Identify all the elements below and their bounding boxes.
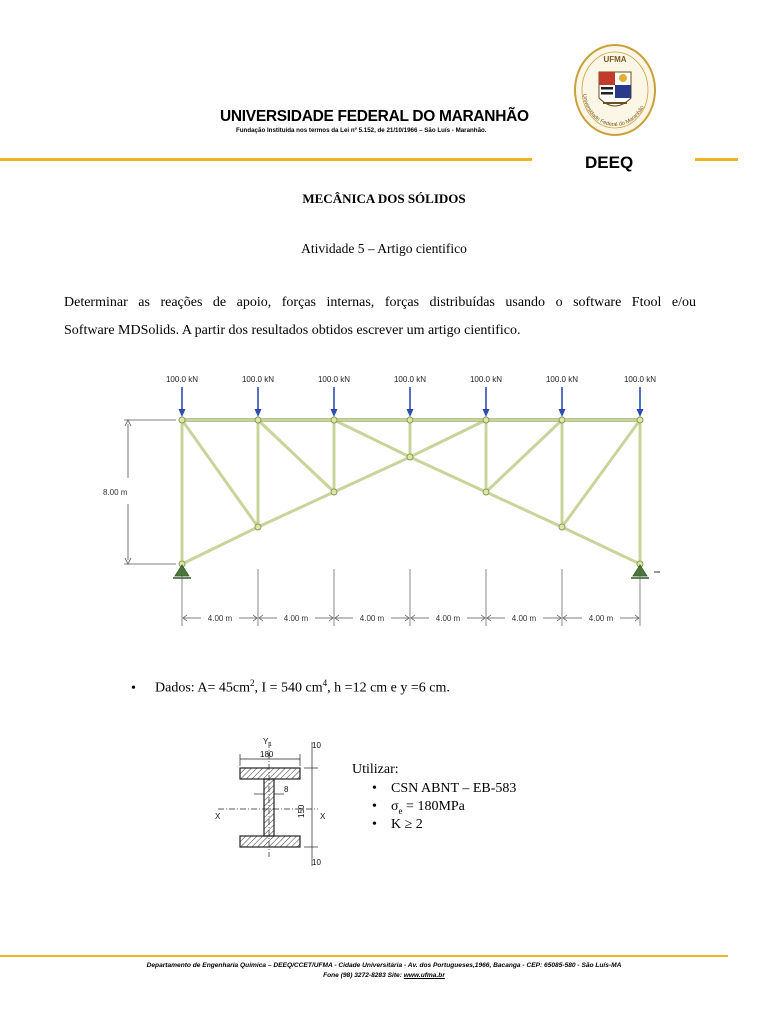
load-arrow-head — [331, 409, 338, 417]
node — [407, 417, 413, 423]
load-label: 100.0 kN — [317, 375, 351, 384]
usage-item: • CSN ABNT – EB-583 — [372, 781, 517, 796]
footer-site-link[interactable]: www.ufma.br — [403, 972, 445, 979]
node — [559, 524, 565, 530]
web-label: 8 — [284, 785, 289, 794]
usage-list — [372, 780, 516, 834]
data-sup-1: 2 — [250, 678, 255, 688]
foundation-subtitle: Fundação Instituída nos termos da Lei nº 5.152, de 21/10/1966 – São Luís - Maranhão. — [236, 127, 487, 134]
header-rule-right — [695, 158, 738, 161]
load-label: 100.0 kN — [623, 375, 657, 384]
span-label: 4.00 m — [283, 614, 309, 623]
node — [483, 417, 489, 423]
bottom-chord — [182, 457, 640, 564]
usage-item: • $\sigma_e = 180MPa$ — [372, 799, 465, 816]
node — [407, 454, 413, 460]
node — [331, 489, 337, 495]
span-label: 4.00 m — [435, 614, 461, 623]
footer-rule — [0, 955, 728, 957]
axis-y-subscript: 1 — [269, 742, 272, 748]
logo-ring-text: Universidade Federal do Maranhão — [581, 93, 646, 129]
truss-diagram — [100, 364, 668, 634]
node — [331, 417, 337, 423]
span-label: 4.00 m — [359, 614, 385, 623]
node — [637, 417, 643, 423]
flange-label: 10 — [312, 741, 321, 750]
bullet-icon: • — [131, 680, 136, 696]
bullet-icon: • — [372, 817, 377, 832]
axis-x-left: X — [215, 812, 221, 821]
load-arrow-head — [559, 409, 566, 417]
instruction-paragraph — [64, 289, 696, 345]
truss-members — [182, 420, 640, 564]
i-beam-shape — [240, 768, 300, 847]
header-rule-left — [0, 158, 532, 161]
member-d3 — [334, 420, 410, 457]
bottom-label: 10 — [312, 858, 321, 866]
height-label: 150 — [297, 804, 306, 818]
data-mid: , I = 540 cm — [254, 680, 323, 696]
load-group — [166, 375, 656, 417]
member-d5 — [486, 420, 562, 492]
footer-phone: Fone (98) 3272-8283 Site: — [323, 972, 404, 979]
activity-title: Atividade 5 – Artigo cientifico — [301, 241, 467, 256]
height-label: 8.00 m — [103, 488, 128, 497]
load-arrow-head — [407, 409, 414, 417]
data-prefix: Dados: A= 45cm — [155, 680, 250, 696]
node — [483, 489, 489, 495]
course-title: MECÂNICA DOS SÓLIDOS — [302, 191, 466, 206]
footer-address: Departamento de Engenharia Química – DEEQ/CCET/UFMA - Cidade Universitária - Av. dos Portugueses,1966, Bacanga - CEP: 65085-580 - São Luís-MA — [146, 962, 622, 969]
bullet-icon: • — [372, 781, 377, 796]
instruction-line-2: Software MDSolids. A partir dos resultados obtidos escrever um artigo cientifico. — [64, 323, 521, 338]
member-d2 — [258, 420, 334, 492]
sigma-symbol: σ — [391, 799, 399, 814]
member-d1 — [182, 420, 258, 527]
member-d6 — [562, 420, 640, 527]
footer-contact — [0, 972, 768, 979]
ufma-logo — [572, 42, 658, 138]
usage-label: Utilizar: — [352, 762, 399, 777]
load-label: 100.0 kN — [165, 375, 199, 384]
axis-x-right: X — [320, 812, 326, 821]
data-rest: , h =12 cm e y =6 cm. — [327, 680, 450, 696]
load-label: 100.0 kN — [393, 375, 427, 384]
node — [255, 524, 261, 530]
node — [179, 417, 185, 423]
bullet-icon: • — [372, 799, 377, 814]
load-label: 100.0 kN — [241, 375, 275, 384]
span-label: 4.00 m — [207, 614, 233, 623]
usage-item: • K ≥ 2 — [372, 817, 423, 832]
load-arrow-head — [483, 409, 490, 417]
width-label: 180 — [260, 750, 274, 759]
i-beam-section-diagram — [208, 732, 338, 866]
load-arrow-head — [179, 409, 186, 417]
logo-top-text: UFMA — [603, 55, 627, 64]
load-label: 100.0 kN — [469, 375, 503, 384]
node — [255, 417, 261, 423]
department-code: DEEQ — [585, 153, 634, 172]
span-label: 4.00 m — [588, 614, 614, 623]
member-d4 — [410, 420, 486, 457]
university-name: UNIVERSIDADE FEDERAL DO MARANHÃO — [220, 108, 529, 125]
load-arrow-head — [637, 409, 644, 417]
data-bullet — [131, 678, 450, 697]
sigma-subscript: e — [398, 805, 403, 816]
load-arrow-head — [255, 409, 262, 417]
data-sup-2: 4 — [322, 678, 328, 688]
node — [559, 417, 565, 423]
axis-y-label: Y — [263, 737, 269, 746]
load-label: 100.0 kN — [545, 375, 579, 384]
span-label: 4.00 m — [511, 614, 537, 623]
span-group — [183, 614, 639, 623]
instruction-line-1: Determinar as reações de apoio, forças internas, forças distribuídas usando o software Ftool e/ou — [64, 295, 696, 310]
